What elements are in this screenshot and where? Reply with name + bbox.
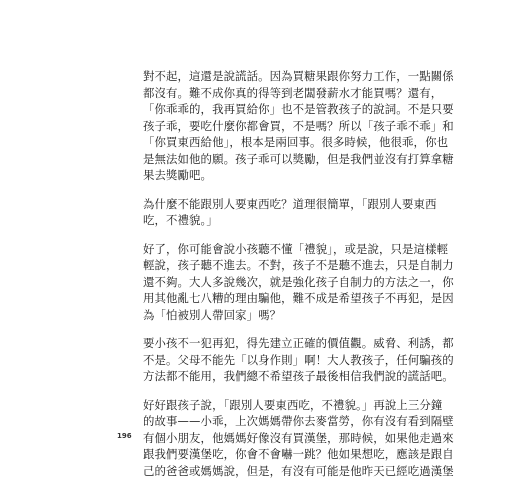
text-line: 為「怕被別人帶回家」嗎？ — [143, 307, 282, 322]
text-line: 都沒有。難不成你真的得等到老闆發薪水才能買嗎？還有， — [143, 85, 443, 100]
paragraph-1 — [143, 68, 454, 184]
text-line: 用其他亂七八糟的理由騙他，難不成是希望孩子不再犯，是因 — [143, 291, 454, 305]
body-text — [143, 68, 454, 479]
text-line: 好了，你可能會說小孩聽不懂「禮貌」，或是說，只是這樣輕 — [143, 241, 449, 256]
text-line: 「你乖乖的，我再買給你」也不是管教孩子的說詞。不是只要 — [143, 102, 454, 116]
paragraph-3 — [143, 241, 454, 324]
text-line: 「你買東西給他」，根本是兩回事。很多時候，他很乖，你也 — [143, 135, 449, 149]
text-line: 孩子乖，要吃什麼你都會買，不是嗎？所以「孩子乖不乖」和 — [143, 118, 454, 133]
text-line: 吃，不禮貌。」 — [143, 213, 218, 227]
paragraph-2 — [143, 196, 437, 229]
text-line: 還不夠。大人多說幾次，就是強化孩子自制力的方法之一，你 — [143, 274, 454, 289]
text-line: 是無法如他的願。孩子乖可以獎勵，但是我們並沒有打算拿糖 — [143, 151, 454, 166]
paragraph-5 — [143, 397, 454, 480]
paragraph-4 — [143, 335, 454, 385]
text-line: 有個小朋友，他媽媽好像沒有買漢堡，那時候，如果他走過來 — [143, 430, 454, 445]
text-line: 果去獎勵吧。 — [143, 168, 213, 182]
text-line: 輕說，孩子聽不進去。不對，孩子不是聽不進去，只是自制力 — [143, 258, 454, 272]
text-line: 對不起，這還是說謊話。因為買糖果跟你努力工作，一點關係 — [143, 69, 454, 83]
page-number: 196 — [117, 432, 132, 440]
text-line: 要小孩不一犯再犯，得先建立正確的價值觀。威脅、利誘，都 — [143, 336, 454, 350]
text-line: 為什麼不能跟別人要東西吃？道理很簡單，「跟別人要東西 — [143, 196, 437, 211]
text-line: 跟我們要漢堡吃，你會不會嚇一跳？他如果想吃，應該是跟自 — [143, 447, 454, 461]
text-line: 不是。父母不能先「以身作則」啊！大人教孩子，任何騙孩的 — [143, 352, 454, 367]
text-line: 方法都不能用，我們總不希望孩子最後相信我們說的謊話吧。 — [143, 369, 454, 383]
text-line: 好好跟孩子說，「跟別人要東西吃，不禮貌。」再說上三分鐘 — [143, 397, 443, 412]
text-line: 己的爸爸或媽媽說，但是，有沒有可能是他昨天已經吃過漢堡 — [143, 463, 454, 478]
text-line: 的故事——小乖，上次媽媽帶你去麥當勞，你有沒有看到隔壁 — [143, 414, 454, 428]
